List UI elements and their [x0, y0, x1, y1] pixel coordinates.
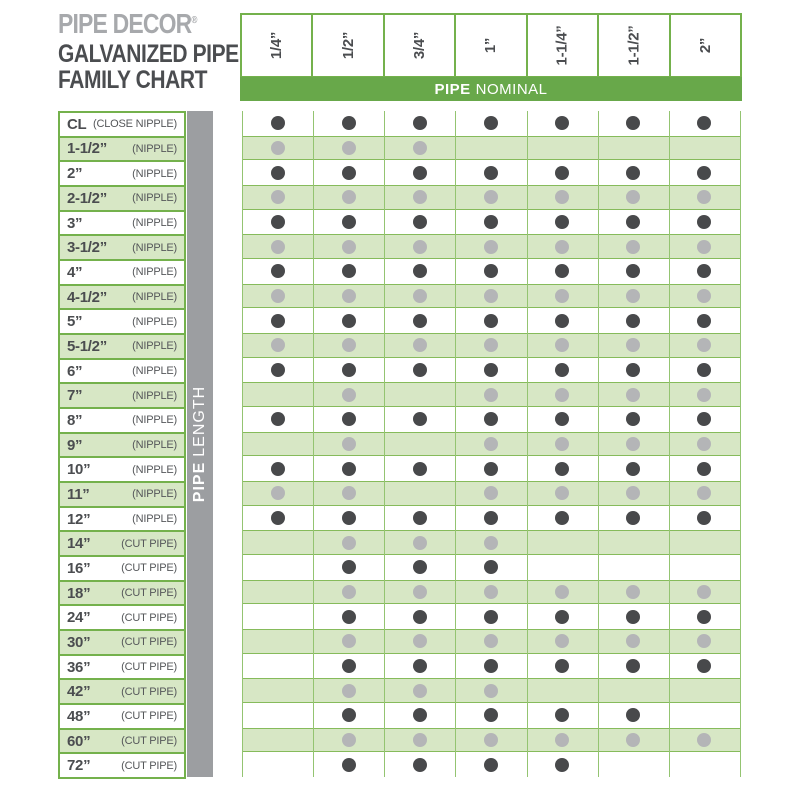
row-label-cell: [58, 210, 186, 237]
availability-dot: [342, 708, 356, 722]
availability-dot: [484, 314, 498, 328]
row-label-cell: [58, 160, 186, 187]
pipe-nominal-label-rest: NOMINAL: [475, 80, 548, 98]
availability-dot: [697, 264, 711, 278]
availability-dot: [484, 264, 498, 278]
availability-dot: [484, 388, 498, 402]
availability-dot: [484, 733, 498, 747]
row-size-label: 4-1/2”: [67, 288, 107, 306]
availability-dot: [271, 289, 285, 303]
availability-dot: [555, 462, 569, 476]
row-label-cell: [58, 530, 186, 557]
availability-dot: [342, 141, 356, 155]
availability-dot: [626, 166, 640, 180]
pipe-length-label: [191, 386, 209, 502]
column-header-label: 1”: [482, 37, 500, 54]
availability-dot: [413, 536, 427, 550]
availability-dot: [555, 240, 569, 254]
availability-dot: [484, 708, 498, 722]
availability-dot: [413, 412, 427, 426]
availability-dot: [555, 363, 569, 377]
row-size-label: 1-1/2”: [67, 140, 107, 158]
availability-dot: [413, 289, 427, 303]
availability-dot: [413, 264, 427, 278]
row-type-label: (NIPPLE): [132, 513, 177, 526]
row-type-label: (CUT PIPE): [121, 710, 177, 723]
row-type-label: (CUT PIPE): [121, 661, 177, 674]
availability-dot: [342, 684, 356, 698]
column-header-cell: [311, 15, 382, 76]
availability-dot: [413, 758, 427, 772]
availability-dot: [626, 462, 640, 476]
availability-dot: [271, 338, 285, 352]
column-header-cell: [454, 15, 525, 76]
row-label-cell: [58, 111, 186, 138]
availability-dot: [555, 610, 569, 624]
availability-dot: [342, 462, 356, 476]
availability-dot: [342, 659, 356, 673]
availability-dot: [697, 314, 711, 328]
row-size-label: 5”: [67, 313, 83, 331]
row-label-cell: [58, 136, 186, 163]
column-header-cell: [242, 15, 311, 76]
grid-column-line: [527, 111, 528, 777]
availability-dot: [413, 363, 427, 377]
row-size-label: 7”: [67, 387, 83, 405]
pipe-length-axis-bar: [187, 111, 213, 777]
availability-dot: [342, 634, 356, 648]
grid-column-line: [384, 111, 385, 777]
availability-dot: [413, 462, 427, 476]
row-type-label: (NIPPLE): [132, 340, 177, 353]
grid-column-line: [455, 111, 456, 777]
availability-dot: [271, 190, 285, 204]
availability-dot: [413, 659, 427, 673]
availability-dot: [555, 215, 569, 229]
row-type-label: (CUT PIPE): [121, 562, 177, 575]
availability-dot: [626, 116, 640, 130]
row-type-label: (CUT PIPE): [121, 611, 177, 624]
availability-dot: [484, 289, 498, 303]
availability-dot: [413, 585, 427, 599]
availability-dot: [271, 141, 285, 155]
availability-dot: [697, 659, 711, 673]
row-size-label: 2”: [67, 165, 83, 183]
availability-dot: [697, 412, 711, 426]
row-label-cell: [58, 506, 186, 533]
row-size-label: 9”: [67, 436, 83, 454]
availability-dot: [342, 733, 356, 747]
row-size-label: 10”: [67, 461, 91, 479]
row-label-cell: [58, 407, 186, 434]
availability-dot: [413, 511, 427, 525]
availability-dot: [626, 511, 640, 525]
availability-dot: [697, 116, 711, 130]
availability-dot: [484, 536, 498, 550]
chart-title-line1: GALVANIZED PIPE: [58, 40, 239, 68]
row-label-cell: [58, 358, 186, 385]
row-size-label: 4”: [67, 263, 83, 281]
availability-dot: [271, 314, 285, 328]
row-label-cell: [58, 234, 186, 261]
availability-dot: [484, 363, 498, 377]
row-label-cell: [58, 580, 186, 607]
availability-dot: [271, 511, 285, 525]
availability-dot: [484, 758, 498, 772]
availability-dot: [342, 412, 356, 426]
row-label-cell: [58, 481, 186, 508]
row-size-label: 18”: [67, 584, 91, 602]
row-size-label: 12”: [67, 510, 91, 528]
grid-column-line: [313, 111, 314, 777]
row-label-cell: [58, 308, 186, 335]
registered-mark-icon: ®: [191, 15, 198, 26]
availability-dot: [555, 314, 569, 328]
availability-dot: [484, 684, 498, 698]
row-type-label: (NIPPLE): [132, 266, 177, 279]
row-size-label: 48”: [67, 707, 91, 725]
column-header-cell: [597, 15, 668, 76]
row-label-cell: [58, 555, 186, 582]
availability-dot: [626, 412, 640, 426]
row-size-label: 14”: [67, 535, 91, 553]
availability-dot: [484, 166, 498, 180]
row-label-cell: [58, 456, 186, 483]
row-size-label: 30”: [67, 633, 91, 651]
availability-dot: [626, 240, 640, 254]
column-header-cell: [669, 15, 740, 76]
row-size-label: 2-1/2”: [67, 189, 107, 207]
row-label-cell: [58, 185, 186, 212]
availability-dot: [342, 264, 356, 278]
availability-dot: [342, 190, 356, 204]
availability-dot: [342, 511, 356, 525]
availability-dot: [271, 412, 285, 426]
availability-dot: [697, 215, 711, 229]
availability-dot: [271, 486, 285, 500]
row-size-label: 24”: [67, 609, 91, 627]
availability-dot: [271, 264, 285, 278]
availability-dot: [413, 733, 427, 747]
column-header-label: 1-1/2”: [625, 25, 643, 66]
pipe-length-label-bold: PIPE: [191, 461, 208, 503]
availability-dot: [342, 536, 356, 550]
chart-title-line2: FAMILY CHART: [58, 66, 207, 94]
availability-dot: [413, 684, 427, 698]
availability-dot: [626, 659, 640, 673]
availability-dot: [342, 585, 356, 599]
availability-dot: [413, 215, 427, 229]
row-label-cell: [58, 284, 186, 311]
availability-dot: [697, 462, 711, 476]
row-size-label: 11”: [67, 485, 90, 503]
availability-dot: [342, 363, 356, 377]
column-header-cell: [526, 15, 597, 76]
row-size-label: 6”: [67, 362, 83, 380]
availability-dot: [555, 412, 569, 426]
availability-dot: [555, 511, 569, 525]
pipe-length-label-rest: LENGTH: [191, 385, 208, 457]
row-label-cell: [58, 654, 186, 681]
row-size-label: 8”: [67, 411, 83, 429]
availability-dot: [626, 215, 640, 229]
row-label-cell: [58, 752, 186, 779]
row-type-label: (NIPPLE): [132, 439, 177, 452]
availability-dot: [413, 166, 427, 180]
availability-dot: [413, 708, 427, 722]
grid-column-line: [598, 111, 599, 777]
availability-dot: [271, 215, 285, 229]
availability-dot: [697, 363, 711, 377]
availability-dot: [626, 610, 640, 624]
availability-dot: [413, 141, 427, 155]
brand-logo: [58, 8, 197, 40]
row-label-cell: [58, 333, 186, 360]
availability-dot: [413, 116, 427, 130]
row-type-label: (CUT PIPE): [121, 636, 177, 649]
availability-dot: [342, 758, 356, 772]
availability-dot: [413, 240, 427, 254]
row-type-label: (NIPPLE): [132, 291, 177, 304]
row-band: [242, 136, 740, 161]
availability-dot: [484, 240, 498, 254]
availability-dot: [342, 215, 356, 229]
availability-dot: [697, 610, 711, 624]
availability-dot: [271, 462, 285, 476]
column-header-label: 1/2”: [339, 31, 357, 60]
row-type-label: (CLOSE NIPPLE): [92, 118, 177, 131]
row-label-cell: [58, 678, 186, 705]
availability-dot: [271, 166, 285, 180]
pipe-nominal-label-bold: PIPE: [434, 80, 471, 98]
row-size-label: CL: [67, 115, 87, 133]
row-type-label: (NIPPLE): [132, 142, 177, 155]
availability-dot: [484, 116, 498, 130]
availability-dot: [342, 486, 356, 500]
row-type-label: (NIPPLE): [132, 217, 177, 229]
availability-dot: [342, 240, 356, 254]
availability-dot: [626, 264, 640, 278]
availability-dot: [342, 610, 356, 624]
row-label-cell: [58, 728, 186, 755]
availability-dot: [484, 511, 498, 525]
grid-column-line: [740, 111, 741, 777]
availability-dot: [555, 758, 569, 772]
grid-column-line: [242, 111, 243, 777]
row-type-label: (NIPPLE): [132, 241, 177, 254]
row-label-cell: [58, 259, 186, 286]
availability-dot: [484, 610, 498, 624]
row-type-label: (CUT PIPE): [121, 735, 177, 748]
availability-dot: [626, 363, 640, 377]
row-size-label: 60”: [67, 732, 91, 750]
availability-dot: [342, 116, 356, 130]
column-header-label: 1-1/4”: [553, 25, 571, 66]
availability-dot: [484, 215, 498, 229]
column-header-label: 1/4”: [268, 31, 286, 60]
row-label-cell: [58, 432, 186, 459]
row-size-label: 72”: [67, 757, 91, 775]
availability-dot: [626, 388, 640, 402]
grid-column-line: [669, 111, 670, 777]
row-type-label: (CUT PIPE): [121, 587, 177, 600]
availability-dot: [484, 585, 498, 599]
availability-dot: [271, 363, 285, 377]
row-label-cell: [58, 382, 186, 409]
availability-dot: [555, 659, 569, 673]
row-type-label: (NIPPLE): [132, 414, 177, 427]
row-size-label: 5-1/2”: [67, 337, 107, 355]
row-size-label: 16”: [67, 559, 91, 577]
row-label-cell: [58, 604, 186, 631]
row-size-label: 42”: [67, 683, 91, 701]
brand-name: PIPE DECOR: [58, 8, 192, 39]
row-type-label: (CUT PIPE): [121, 759, 177, 772]
availability-dot: [342, 437, 356, 451]
row-type-label: (NIPPLE): [132, 488, 177, 501]
row-type-label: (CUT PIPE): [121, 537, 177, 550]
availability-dot: [342, 166, 356, 180]
availability-dot: [555, 116, 569, 130]
row-type-label: (NIPPLE): [132, 167, 177, 180]
row-type-label: (NIPPLE): [132, 192, 177, 205]
availability-dot: [484, 437, 498, 451]
availability-dot: [484, 659, 498, 673]
availability-dot: [484, 462, 498, 476]
availability-dot: [271, 240, 285, 254]
availability-dot: [342, 388, 356, 402]
column-header-label: 2”: [696, 37, 714, 54]
row-size-label: 36”: [67, 658, 91, 676]
availability-dot: [342, 560, 356, 574]
row-size-label: 3”: [67, 214, 83, 232]
row-type-label: (CUT PIPE): [121, 685, 177, 698]
availability-dot: [626, 314, 640, 328]
column-header-row: [240, 13, 742, 78]
row-type-label: (NIPPLE): [132, 365, 177, 378]
availability-dot: [271, 116, 285, 130]
row-label-cell: [58, 703, 186, 730]
availability-dot: [484, 412, 498, 426]
availability-dot: [342, 314, 356, 328]
pipe-nominal-axis-bar: [240, 77, 742, 101]
availability-dot: [342, 289, 356, 303]
row-size-label: 3-1/2”: [67, 239, 107, 257]
row-type-label: (NIPPLE): [132, 463, 177, 476]
availability-dot: [555, 388, 569, 402]
availability-dot: [342, 338, 356, 352]
availability-dot: [697, 166, 711, 180]
row-type-label: (NIPPLE): [132, 389, 177, 402]
row-type-label: (NIPPLE): [132, 315, 177, 328]
availability-dot: [484, 560, 498, 574]
availability-dot: [555, 166, 569, 180]
column-header-label: 3/4”: [411, 31, 429, 60]
availability-dot: [413, 610, 427, 624]
availability-dot: [413, 560, 427, 574]
availability-dot: [555, 708, 569, 722]
availability-dot: [626, 708, 640, 722]
row-label-cell: [58, 629, 186, 656]
availability-dot: [555, 264, 569, 278]
availability-dot: [697, 511, 711, 525]
availability-dot: [413, 314, 427, 328]
column-header-cell: [383, 15, 454, 76]
